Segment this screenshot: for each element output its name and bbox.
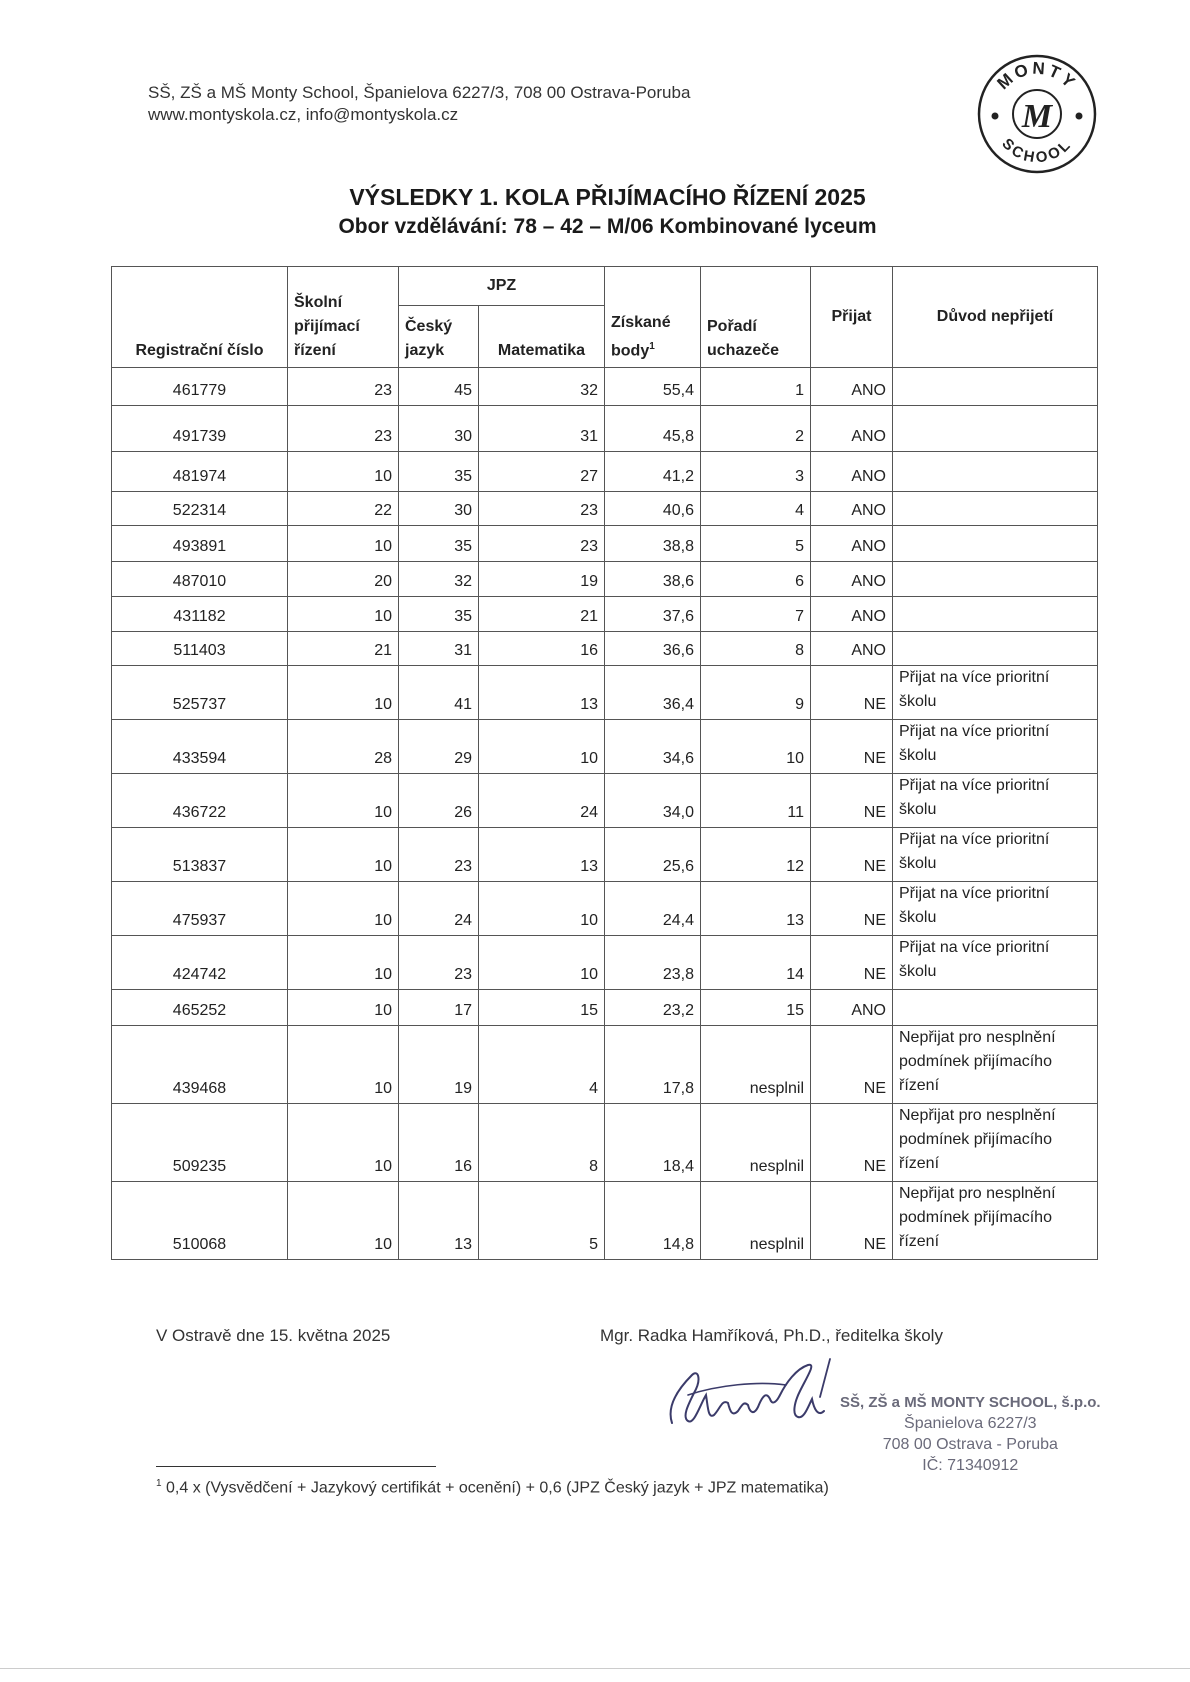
cell-school-exam: 10 [288,1104,399,1182]
cell-math: 5 [479,1182,605,1260]
reason-line: podmínek přijímacího [899,1053,1052,1070]
cell-rank: 14 [701,936,811,990]
cell-math: 10 [479,882,605,936]
cell-school-exam: 23 [288,368,399,406]
cell-czech: 45 [399,368,479,406]
table-row [112,1104,1098,1182]
cell-registration: 525737 [112,666,288,720]
cell-math: 4 [479,1026,605,1104]
cell-registration: 511403 [112,632,288,666]
cell-rank: 11 [701,774,811,828]
cell-accepted: ANO [811,492,893,526]
reason-line: Přijat na více prioritní [899,831,1050,848]
reason-line: školu [899,855,937,872]
cell-czech: 32 [399,562,479,597]
reason-line: Přijat na více prioritní [899,885,1050,902]
cell-school-exam: 10 [288,526,399,562]
table-row [112,1182,1098,1260]
cell-rank: 2 [701,406,811,452]
header-czech: Český jazyk [399,306,479,368]
cell-math: 19 [479,562,605,597]
cell-reason [893,452,1098,492]
cell-rank: 5 [701,526,811,562]
cell-rank: nesplnil [701,1026,811,1104]
cell-czech: 26 [399,774,479,828]
cell-czech: 23 [399,828,479,882]
cell-reason [893,990,1098,1026]
cell-registration: 491739 [112,406,288,452]
cell-school-exam: 10 [288,828,399,882]
cell-math: 32 [479,368,605,406]
cell-points: 41,2 [605,452,701,492]
cell-school-exam: 10 [288,990,399,1026]
cell-registration: 433594 [112,720,288,774]
cell-reason [893,1026,1098,1104]
reason-line: podmínek přijímacího [899,1131,1052,1148]
cell-rank: 4 [701,492,811,526]
cell-czech: 16 [399,1104,479,1182]
table-row [112,632,1098,666]
cell-rank: 10 [701,720,811,774]
reason-line: Nepřijat pro nesplnění [899,1029,1056,1046]
cell-points: 40,6 [605,492,701,526]
cell-reason [893,666,1098,720]
cell-registration: 424742 [112,936,288,990]
cell-accepted: ANO [811,990,893,1026]
results-body [112,368,1098,1260]
cell-school-exam: 10 [288,452,399,492]
cell-rank: 6 [701,562,811,597]
cell-school-exam: 10 [288,882,399,936]
cell-rank: 8 [701,632,811,666]
table-row [112,526,1098,562]
cell-accepted: NE [811,882,893,936]
school-stamp [840,1392,1101,1476]
cell-math: 16 [479,632,605,666]
cell-rank: nesplnil [701,1104,811,1182]
reason-line: školu [899,801,937,818]
cell-points: 24,4 [605,882,701,936]
cell-rank: 15 [701,990,811,1026]
cell-math: 23 [479,492,605,526]
reason-line: Přijat na více prioritní [899,723,1050,740]
cell-school-exam: 10 [288,774,399,828]
cell-reason [893,406,1098,452]
cell-math: 27 [479,452,605,492]
cell-reason [893,562,1098,597]
cell-rank: 1 [701,368,811,406]
cell-registration: 436722 [112,774,288,828]
cell-points: 55,4 [605,368,701,406]
cell-math: 10 [479,936,605,990]
cell-czech: 35 [399,526,479,562]
cell-reason [893,882,1098,936]
cell-registration: 481974 [112,452,288,492]
reason-line: Přijat na více prioritní [899,939,1050,956]
header-registration: Registrační číslo [112,267,288,368]
cell-registration: 431182 [112,597,288,632]
table-row [112,492,1098,526]
header-jpz: JPZ [399,267,605,306]
cell-accepted: ANO [811,562,893,597]
table-row [112,562,1098,597]
cell-rank: 12 [701,828,811,882]
results-table [111,266,1098,1260]
cell-points: 17,8 [605,1026,701,1104]
cell-reason [893,597,1098,632]
table-row [112,774,1098,828]
cell-math: 24 [479,774,605,828]
table-row [112,936,1098,990]
cell-points: 38,6 [605,562,701,597]
monty-school-logo [975,52,1099,176]
stamp-line-4: IČ: 71340912 [922,1457,1019,1474]
cell-registration: 465252 [112,990,288,1026]
reason-line: řízení [899,1233,940,1250]
cell-points: 36,6 [605,632,701,666]
cell-registration: 439468 [112,1026,288,1104]
reason-line: školu [899,909,937,926]
cell-school-exam: 10 [288,936,399,990]
cell-registration: 475937 [112,882,288,936]
cell-math: 31 [479,406,605,452]
header-school-exam: Školní přijímací řízení [288,267,399,368]
table-row [112,990,1098,1026]
cell-reason [893,720,1098,774]
cell-points: 14,8 [605,1182,701,1260]
cell-reason [893,492,1098,526]
cell-accepted: NE [811,1026,893,1104]
table-row [112,720,1098,774]
cell-registration: 461779 [112,368,288,406]
cell-czech: 31 [399,632,479,666]
cell-school-exam: 10 [288,1182,399,1260]
cell-points: 23,2 [605,990,701,1026]
cell-math: 10 [479,720,605,774]
header-points: Získané body$^1$ [605,267,701,368]
reason-line: školu [899,747,937,764]
cell-points: 37,6 [605,597,701,632]
cell-czech: 13 [399,1182,479,1260]
cell-school-exam: 28 [288,720,399,774]
logo-letter: M [1021,98,1053,135]
cell-reason [893,1104,1098,1182]
table-row [112,452,1098,492]
cell-math: 13 [479,666,605,720]
cell-school-exam: 22 [288,492,399,526]
table-row [112,406,1098,452]
cell-points: 36,4 [605,666,701,720]
header-reason: Důvod nepřijetí [893,267,1098,368]
table-row [112,597,1098,632]
cell-accepted: ANO [811,632,893,666]
cell-reason [893,828,1098,882]
cell-school-exam: 10 [288,666,399,720]
table-row [112,1026,1098,1104]
cell-accepted: NE [811,774,893,828]
reason-line: podmínek přijímacího [899,1209,1052,1226]
cell-accepted: ANO [811,368,893,406]
table-row [112,828,1098,882]
table-row [112,882,1098,936]
reason-line: Přijat na více prioritní [899,669,1050,686]
table-row [112,666,1098,720]
cell-accepted: ANO [811,597,893,632]
document-date: V Ostravě dne 15. května 2025 [156,1326,391,1345]
reason-line: školu [899,963,937,980]
cell-reason [893,526,1098,562]
cell-points: 25,6 [605,828,701,882]
document-subtitle: Obor vzdělávání: 78 – 42 – M/06 Kombinované lyceum [338,215,877,238]
cell-registration: 513837 [112,828,288,882]
cell-school-exam: 20 [288,562,399,597]
school-address: SŠ, ZŠ a MŠ Monty School, Španielova 6227/3, 708 00 Ostrava-Poruba [148,83,691,102]
reason-line: řízení [899,1155,940,1172]
svg-text:SCHOOL [998,135,1075,166]
cell-points: 38,8 [605,526,701,562]
cell-math: 21 [479,597,605,632]
cell-czech: 35 [399,452,479,492]
reason-line: Nepřijat pro nesplnění [899,1185,1056,1202]
cell-math: 15 [479,990,605,1026]
director-name: Mgr. Radka Hamříková, Ph.D., ředitelka školy [600,1326,943,1345]
cell-accepted: NE [811,1182,893,1260]
cell-registration: 487010 [112,562,288,597]
table-row [112,368,1098,406]
footnote [156,1478,829,1497]
cell-accepted: NE [811,666,893,720]
cell-points: 34,6 [605,720,701,774]
cell-school-exam: 21 [288,632,399,666]
reason-line: školu [899,693,937,710]
cell-points: 34,0 [605,774,701,828]
cell-reason [893,774,1098,828]
cell-czech: 19 [399,1026,479,1104]
cell-accepted: NE [811,1104,893,1182]
stamp-line-3: 708 00 Ostrava - Poruba [882,1436,1058,1453]
cell-rank: 13 [701,882,811,936]
footnote-text: 0,4 x (Vysvědčení + Jazykový certifikát + ocenění) + 0,6 (JPZ Český jazyk + JPZ matematika) [166,1479,829,1497]
cell-accepted: NE [811,720,893,774]
footnote-mark: 1 [156,1478,162,1489]
cell-registration: 509235 [112,1104,288,1182]
cell-czech: 24 [399,882,479,936]
cell-czech: 23 [399,936,479,990]
cell-registration: 510068 [112,1182,288,1260]
header-math: Matematika [479,306,605,368]
cell-reason [893,368,1098,406]
cell-math: 23 [479,526,605,562]
cell-math: 8 [479,1104,605,1182]
cell-rank: 3 [701,452,811,492]
footnote-divider [156,1466,436,1467]
school-header [148,82,690,126]
cell-czech: 29 [399,720,479,774]
header-accepted: Přijat [811,267,893,368]
page-edge-line [0,1668,1190,1669]
cell-registration: 522314 [112,492,288,526]
cell-accepted: ANO [811,452,893,492]
cell-points: 23,8 [605,936,701,990]
cell-reason [893,632,1098,666]
reason-line: řízení [899,1077,940,1094]
cell-reason [893,1182,1098,1260]
cell-czech: 17 [399,990,479,1026]
cell-points: 18,4 [605,1104,701,1182]
stamp-line-1: SŠ, ZŠ a MŠ MONTY SCHOOL, š.p.o. [840,1394,1101,1411]
logo-text-bottom: SCHOOL [998,135,1076,167]
cell-czech: 30 [399,492,479,526]
cell-accepted: ANO [811,526,893,562]
cell-school-exam: 10 [288,1026,399,1104]
reason-line: Přijat na více prioritní [899,777,1050,794]
school-contact: www.montyskola.cz, info@montyskola.cz [148,105,459,124]
cell-czech: 35 [399,597,479,632]
cell-accepted: ANO [811,406,893,452]
cell-school-exam: 10 [288,597,399,632]
cell-accepted: NE [811,828,893,882]
cell-czech: 30 [399,406,479,452]
cell-rank: 9 [701,666,811,720]
cell-reason [893,936,1098,990]
cell-rank: 7 [701,597,811,632]
document-title: VÝSLEDKY 1. KOLA PŘIJÍMACÍHO ŘÍZENÍ 2025 [349,184,866,210]
cell-accepted: NE [811,936,893,990]
cell-registration: 493891 [112,526,288,562]
header-rank: Pořadí uchazeče [701,267,811,368]
stamp-line-2: Španielova 6227/3 [904,1415,1037,1432]
logo-text-top: MONTY [993,58,1081,94]
reason-line: Nepřijat pro nesplnění [899,1107,1056,1124]
cell-math: 13 [479,828,605,882]
cell-points: 45,8 [605,406,701,452]
cell-rank: nesplnil [701,1182,811,1260]
cell-school-exam: 23 [288,406,399,452]
cell-czech: 41 [399,666,479,720]
